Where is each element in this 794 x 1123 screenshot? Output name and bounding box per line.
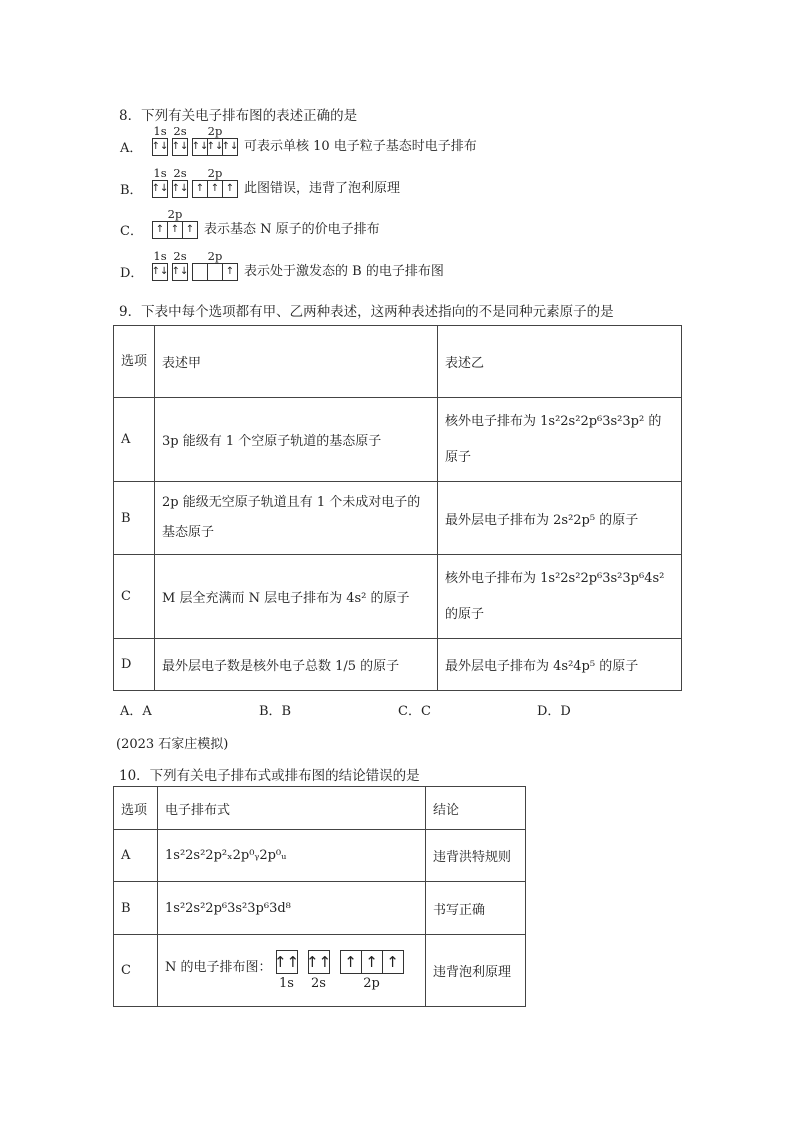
q9-row-c-opt: C bbox=[114, 555, 155, 639]
orbital-boxes bbox=[273, 950, 300, 974]
q10-header-config: 电子排布式 bbox=[158, 787, 426, 830]
orbital-label: 2p bbox=[207, 249, 223, 263]
orbital-1s bbox=[152, 250, 168, 281]
q10-row-b-config: 1s²2s²2p⁶3s²3p⁶3d⁸ bbox=[158, 882, 426, 935]
orbital-box bbox=[208, 264, 223, 280]
q8-option-letter: D． bbox=[120, 266, 144, 281]
orbital-boxes bbox=[152, 263, 168, 281]
orbital-boxes bbox=[192, 180, 238, 198]
orbital-boxes bbox=[305, 950, 332, 974]
orbital-boxes bbox=[152, 180, 168, 198]
q9-title: 9．下表中每个选项都有甲、乙两种表述，这两种表述指向的不是同种元素原子的是 bbox=[119, 304, 614, 320]
orbital-1s bbox=[273, 950, 300, 991]
source-note: (2023 石家庄模拟) bbox=[116, 737, 229, 752]
q10-row-c-opt: C bbox=[114, 935, 158, 1007]
q9-row-d-opt: D bbox=[114, 639, 155, 691]
q9-header-opt: 选项 bbox=[114, 326, 155, 398]
q10-row-b-conclusion: 书写正确 bbox=[426, 882, 526, 935]
q9-row-c-b: 核外电子排布为 1s²2s²2p⁶3s²3p⁶4s² 的原子 bbox=[438, 555, 682, 639]
orbital-box: ↑↓ bbox=[171, 266, 189, 277]
orbital-label: 2p bbox=[207, 166, 223, 180]
orbital-label: 1s bbox=[153, 124, 167, 138]
orbital-box: ↑↓ bbox=[208, 139, 223, 155]
q9-header-b: 表述乙 bbox=[438, 326, 682, 398]
q8-option-desc: 此图错误，违背了泡利原理 bbox=[244, 181, 401, 196]
q10-row-c-diagram bbox=[273, 950, 414, 991]
q10-row-c-config bbox=[158, 935, 426, 1007]
orbital-box: ↑↓ bbox=[193, 139, 208, 155]
q10-title: 10．下列有关电子排布式或排布图的结论错误的是 bbox=[119, 768, 420, 784]
orbital-box: ↑↑ bbox=[305, 953, 332, 971]
q8-option-c[interactable] bbox=[120, 207, 380, 239]
orbital-2p bbox=[340, 950, 404, 991]
orbital-box: ↑↑ bbox=[273, 953, 300, 971]
orbital-1s bbox=[152, 167, 168, 198]
q8-option-letter: A． bbox=[120, 141, 143, 156]
orbital-box: ↑ bbox=[193, 181, 208, 197]
orbital-boxes bbox=[192, 263, 238, 281]
orbital-label: 2p bbox=[207, 124, 223, 138]
q9-row-d-a: 最外层电子数是核外电子总数 1/5 的原子 bbox=[155, 639, 438, 691]
orbital-2s bbox=[172, 125, 188, 156]
q8-option-desc: 可表示单核 10 电子粒子基态时电子排布 bbox=[244, 139, 477, 154]
orbital-label: 2s bbox=[173, 249, 187, 263]
orbital-label: 2s bbox=[311, 976, 326, 991]
q9-choice-d[interactable]: D．D bbox=[537, 704, 571, 719]
q10-row-a-opt: A bbox=[114, 830, 158, 882]
q10-row-a-conclusion: 违背洪特规则 bbox=[426, 830, 526, 882]
orbital-2s bbox=[172, 250, 188, 281]
orbital-2p bbox=[192, 125, 238, 156]
q10-row-c-conclusion: 违背泡利原理 bbox=[426, 935, 526, 1007]
orbital-box: ↑↓ bbox=[151, 141, 169, 152]
orbital-box: ↑↓ bbox=[171, 183, 189, 194]
orbital-boxes bbox=[340, 950, 404, 974]
orbital-label: 1s bbox=[153, 166, 167, 180]
orbital-box: ↑ bbox=[225, 183, 235, 194]
orbital-label: 1s bbox=[279, 976, 294, 991]
orbital-2p bbox=[152, 208, 198, 239]
q8-title: 8．下列有关电子排布图的表述正确的是 bbox=[119, 108, 358, 124]
q9-row-b-opt: B bbox=[114, 482, 155, 555]
q10-row-c-prefix: N 的电子排布图： bbox=[165, 960, 272, 975]
q10-header-conclusion: 结论 bbox=[426, 787, 526, 830]
orbital-boxes bbox=[152, 138, 168, 156]
q8-option-desc: 表示基态 N 原子的价电子排布 bbox=[204, 222, 380, 237]
orbital-2p bbox=[192, 250, 238, 281]
orbital-label: 2s bbox=[173, 166, 187, 180]
q9-row-b-b: 最外层电子排布为 2s²2p⁵ 的原子 bbox=[438, 482, 682, 555]
q8-option-letter: B． bbox=[120, 183, 143, 198]
q9-row-a-a: 3p 能级有 1 个空原子轨道的基态原子 bbox=[155, 398, 438, 482]
q10-row-b-opt: B bbox=[114, 882, 158, 935]
q9-row-b-a: 2p 能级无空原子轨道且有 1 个未成对电子的基态原子 bbox=[155, 482, 438, 555]
orbital-boxes bbox=[192, 138, 238, 156]
orbital-box: ↑ bbox=[185, 224, 195, 235]
orbital-box bbox=[193, 264, 208, 280]
orbital-boxes bbox=[152, 221, 198, 239]
orbital-box: ↑ bbox=[225, 266, 235, 277]
q10-table bbox=[113, 786, 526, 1007]
q9-row-c-a: M 层全充满而 N 层电子排布为 4s² 的原子 bbox=[155, 555, 438, 639]
orbital-box: ↑ bbox=[168, 222, 183, 238]
q10-row-a-config: 1s²2s²2p²ₓ2p⁰ᵧ2p⁰ᵤ bbox=[158, 830, 426, 882]
orbital-box: ↑↓ bbox=[171, 141, 189, 152]
orbital-box: ↑ bbox=[208, 181, 223, 197]
orbital-2s bbox=[305, 950, 332, 991]
q10-header-opt: 选项 bbox=[114, 787, 158, 830]
orbital-box: ↑↓ bbox=[151, 266, 169, 277]
q9-row-a-b: 核外电子排布为 1s²2s²2p⁶3s²3p² 的原子 bbox=[438, 398, 682, 482]
q8-option-d[interactable] bbox=[120, 249, 444, 281]
orbital-label: 2s bbox=[173, 124, 187, 138]
q9-choice-c[interactable]: C．C bbox=[398, 704, 431, 719]
orbital-boxes bbox=[172, 138, 188, 156]
orbital-2s bbox=[172, 167, 188, 198]
q8-option-a[interactable] bbox=[120, 124, 477, 156]
orbital-box: ↑↓ bbox=[151, 183, 169, 194]
q9-row-d-b: 最外层电子排布为 4s²4p⁵ 的原子 bbox=[438, 639, 682, 691]
orbital-box: ↑ bbox=[386, 953, 399, 971]
orbital-box: ↑ bbox=[341, 951, 362, 973]
orbital-box: ↑ bbox=[362, 951, 383, 973]
orbital-2p bbox=[192, 167, 238, 198]
orbital-label: 1s bbox=[153, 249, 167, 263]
q9-table bbox=[113, 325, 682, 691]
q8-option-letter: C． bbox=[120, 224, 143, 239]
orbital-box: ↑↓ bbox=[221, 141, 239, 152]
q9-choice-a[interactable]: A．A bbox=[120, 704, 152, 719]
q9-header-a: 表述甲 bbox=[155, 326, 438, 398]
q8-option-b[interactable] bbox=[120, 166, 401, 198]
orbital-1s bbox=[152, 125, 168, 156]
q9-choice-b[interactable]: B．B bbox=[259, 704, 292, 719]
orbital-label: 2p bbox=[167, 207, 183, 221]
q9-row-a-opt: A bbox=[114, 398, 155, 482]
orbital-box: ↑ bbox=[153, 222, 168, 238]
orbital-boxes bbox=[172, 180, 188, 198]
q8-option-desc: 表示处于激发态的 B 的电子排布图 bbox=[244, 264, 444, 279]
orbital-boxes bbox=[172, 263, 188, 281]
orbital-label: 2p bbox=[363, 976, 380, 991]
